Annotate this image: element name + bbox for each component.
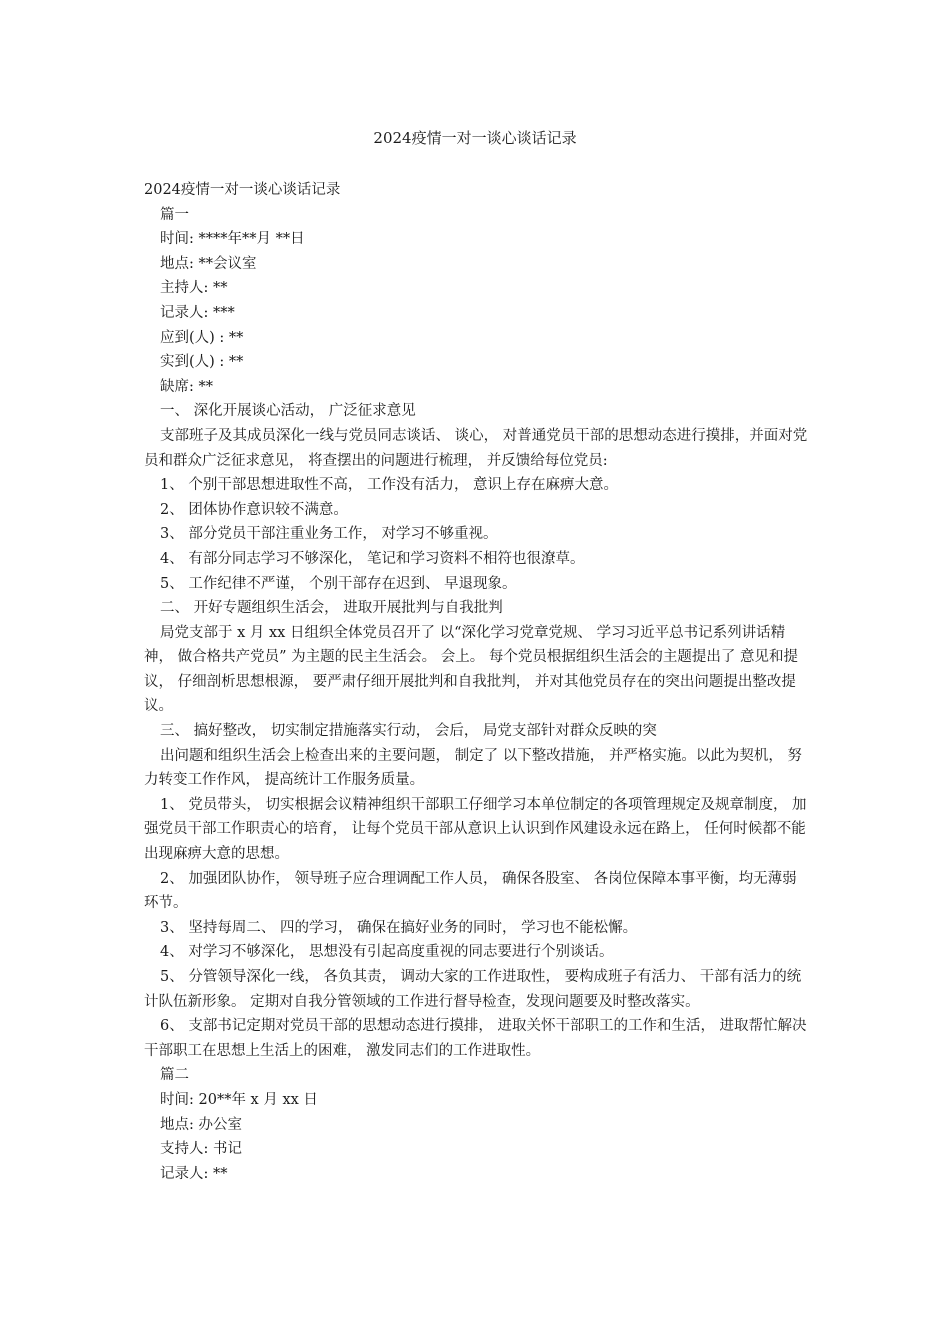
document-paragraph: 二、 开好专题组织生活会， 进取开展批判与自我批判	[160, 600, 503, 617]
document-paragraph: 地点: **会议室	[160, 255, 257, 272]
page-title: 2024疫情一对一谈心谈话记录	[373, 129, 577, 147]
document-paragraph: 出问题和组织生活会上检查出来的主要问题， 制定了 以下整改措施， 并严格实施。以此为契机， 努力转变工作作风， 提高统计工作服务质量。	[144, 747, 802, 789]
document-paragraph: 1、 党员带头， 切实根据会议精神组织干部职工仔细学习本单位制定的各项管理规定及规章制度， 加强党员干部工作职责心的培育， 让每个党员干部从意识上认识到作风建设永远在路上， 任何时候都不能出现麻痹大意的思想。	[144, 796, 807, 863]
document-paragraph: 2、 加强团队协作， 领导班子应合理调配工作人员， 确保各股室、 各岗位保障本事平衡，均无薄弱环节。	[144, 870, 797, 912]
document-paragraph: 地点: 办公室	[160, 1116, 242, 1133]
document-paragraph: 三、 搞好整改， 切实制定措施落实行动， 会后， 局党支部针对群众反映的突	[160, 723, 657, 740]
document-paragraph: 记录人: ***	[160, 304, 235, 321]
document-subtitle: 2024疫情一对一谈心谈话记录	[144, 182, 341, 198]
document-paragraph: 时间: ****年**月 **日	[160, 231, 305, 248]
document-paragraph: 5、 工作纪律不严谨， 个别干部存在迟到、 早退现象。	[160, 575, 517, 592]
document-paragraph: 3、 坚持每周二、 四的学习， 确保在搞好业务的同时， 学习也不能松懈。	[160, 919, 638, 936]
document-paragraph: 主持人: **	[160, 280, 228, 297]
document-paragraph: 4、 有部分同志学习不够深化， 笔记和学习资料不相符也很潦草。	[160, 550, 585, 567]
document-paragraph: 篇一	[160, 206, 189, 223]
document-paragraph: 3、 部分党员干部注重业务工作， 对学习不够重视。	[160, 526, 498, 543]
document-paragraph: 4、 对学习不够深化， 思想没有引起高度重视的同志要进行个别谈话。	[160, 944, 614, 961]
document-paragraph: 2、 团体协作意识较不满意。	[160, 501, 348, 518]
document-paragraph: 应到(人) : **	[160, 329, 244, 346]
document-lines	[144, 203, 809, 1187]
document-paragraph: 局党支部于 x 月 xx 日组织全体党员召开了 以“深化学习党章党规、 学习习近平总书记系列讲话精神， 做合格共产党员” 为主题的民主生活会。 会上。 每个党员根据组织生活会的主题提出了 意见和提议， 仔细剖析思想根源， 要严肃仔细开展批判和自我批判， 并对其他党员存在的突出问题提出整改提议。	[144, 624, 798, 715]
document-paragraph: 支持人: 书记	[160, 1141, 242, 1158]
document-paragraph: 记录人: **	[160, 1165, 228, 1182]
document-paragraph: 1、 个别干部思想进取性不高， 工作没有活力， 意识上存在麻痹大意。	[160, 477, 619, 494]
document-paragraph: 6、 支部书记定期对党员干部的思想动态进行摸排， 进取关怀干部职工的工作和生活， 进取帮忙解决干部职工在思想上生活上的困难， 激发同志们的工作进取性。	[144, 1018, 807, 1059]
document-paragraph: 篇二	[160, 1067, 189, 1084]
document-body	[144, 178, 809, 1186]
document-paragraph: 支部班子及其成员深化一线与党员同志谈话、 谈心， 对普通党员干部的思想动态进行摸排，并面对党员和群众广泛征求意见， 将查摆出的问题进行梳理， 并反馈给每位党员:	[144, 427, 808, 469]
document-paragraph: 缺席: **	[160, 378, 213, 395]
document-paragraph: 时间: 20**年 x 月 xx 日	[160, 1091, 318, 1108]
document-paragraph: 实到(人) : **	[160, 354, 244, 371]
document-paragraph: 一、 深化开展谈心活动， 广泛征求意见	[160, 403, 416, 420]
document-paragraph: 5、 分管领导深化一线， 各负其责， 调动大家的工作进取性， 要构成班子有活力、 干部有活力的统计队伍新形象。 定期对自我分管领域的工作进行督导检查，发现问题要及时整改落实。	[144, 969, 802, 1010]
